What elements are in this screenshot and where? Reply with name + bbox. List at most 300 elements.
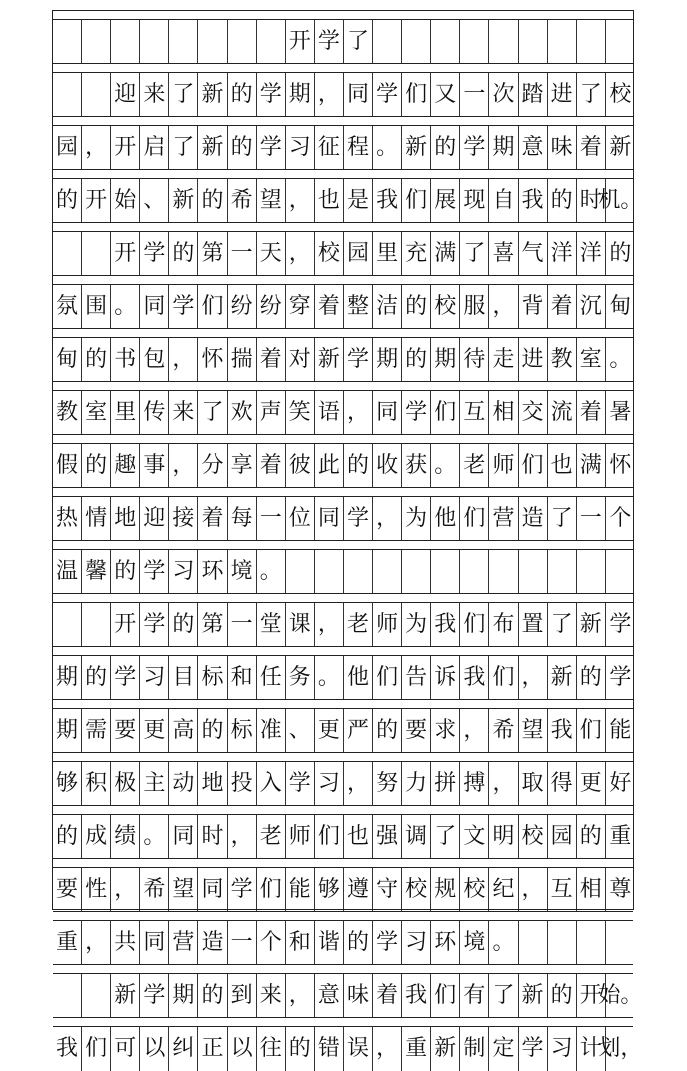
grid-cell: 入 [257,762,286,806]
grid-cell: ， [344,391,373,435]
grid-cell: 纪 [489,868,518,912]
grid-cell: 的 [402,285,431,329]
grid-cell: 期 [431,338,460,382]
grid-cell: 了 [577,73,606,117]
grid-cell: 迎 [111,73,140,117]
grid-cell: 的 [111,550,140,594]
grid-cell: 习 [140,656,169,700]
grid-cell: 第 [198,603,227,647]
grid-cell: 是 [344,179,373,223]
essay-line [53,63,633,116]
grid-cell: 获 [402,444,431,488]
grid-cell: 造 [519,497,548,541]
grid-cell: 的 [82,338,111,382]
grid-cell: 的 [53,815,82,859]
grid-cell: 习 [402,921,431,965]
essay-line [53,328,633,381]
grid-cell: 位 [286,497,315,541]
essay-line [53,805,633,858]
grid-cell: 笑 [286,391,315,435]
grid-cell: 拼 [431,762,460,806]
grid-cell: 新 [431,1027,460,1071]
essay-line [53,381,633,434]
grid-cell: 学 [286,762,315,806]
grid-cell: 以 [228,1027,257,1071]
grid-cell: 的 [286,1027,315,1071]
grid-cell: 校 [402,868,431,912]
grid-cell: 强 [373,815,402,859]
grid-cell: ， [82,126,111,170]
grid-cell: 境 [228,550,257,594]
grid-cell: ， [315,603,344,647]
grid-cell: 同 [169,815,198,859]
grid-cell [315,550,344,594]
grid-cell: 天 [257,232,286,276]
grid-cell: 来 [169,391,198,435]
grid-cell: 目 [169,656,198,700]
title-row [53,10,633,63]
grid-cell: 好 [609,771,632,796]
grid-cell: 以 [140,1027,169,1071]
grid-cell [53,232,82,276]
grid-cell: 的 [548,974,577,1018]
grid-cell: 了 [548,497,577,541]
grid-cell: 开 [286,20,315,64]
grid-cell: 更 [315,709,344,753]
grid-cell [577,921,606,965]
grid-cell: 教 [548,338,577,382]
grid-cell: 的 [169,603,198,647]
grid-cell: 满 [431,232,460,276]
grid-cell: 始 [111,179,140,223]
grid-cell: 的 [198,179,227,223]
grid-cell: 能 [609,718,632,743]
essay-line [53,540,633,593]
grid-cell: 需 [82,709,111,753]
grid-cell: 们 [460,497,489,541]
grid-cell: 。 [373,126,402,170]
essay-line [53,699,633,752]
grid-cell: 习 [286,126,315,170]
grid-cell [198,20,227,64]
grid-cell: 一 [228,921,257,965]
essay-line [53,275,633,328]
grid-cell: 新 [548,656,577,700]
grid-cell: 对 [286,338,315,382]
grid-cell [53,603,82,647]
grid-cell: 揣 [228,338,257,382]
grid-cell: 重 [609,824,632,849]
grid-cell: 学 [609,665,632,690]
grid-cell: 标 [198,656,227,700]
grid-cell: 绩 [111,815,140,859]
essay-line [53,646,633,699]
grid-cell: 待 [460,338,489,382]
grid-cell: 学 [140,232,169,276]
grid-cell: 里 [373,232,402,276]
grid-cell: 了 [169,73,198,117]
grid-cell: 欢 [228,391,257,435]
grid-cell: 造 [198,921,227,965]
grid-cell: ， [489,285,518,329]
grid-cell [489,20,518,64]
grid-cell: 温 [53,550,82,594]
grid-cell: 的 [431,126,460,170]
grid-paper [52,10,643,1061]
grid-cell: 开 [111,126,140,170]
essay-line [53,434,633,487]
sheet-bottom-line [53,909,633,910]
grid-cell: 洋 [577,232,606,276]
grid-cell: 互 [548,868,577,912]
grid-cell: 味 [548,126,577,170]
essay-line [53,1017,643,1070]
grid-cell: 迎 [140,497,169,541]
grid-cell: 着 [257,338,286,382]
grid-cell: 营 [489,497,518,541]
grid-cell: 地 [198,762,227,806]
grid-cell: 我 [53,1027,82,1071]
grid-cell [548,20,577,64]
grid-cell: 、 [286,709,315,753]
grid-cell: ， [111,868,140,912]
grid-cell: ， [519,656,548,700]
grid-cell [489,550,518,594]
grid-cell: 同 [140,921,169,965]
essay-line [53,487,633,540]
grid-cell: 新 [111,974,140,1018]
grid-cell: 的 [198,974,227,1018]
grid-cell [140,20,169,64]
grid-cell: 馨 [82,550,111,594]
grid-cell: 。 [257,550,286,594]
grid-cell: 着 [373,974,402,1018]
essay-line [53,169,643,222]
grid-cell: 课 [286,603,315,647]
grid-cell: 同 [373,391,402,435]
grid-cell: 现 [460,179,489,223]
grid-cell: 们 [577,709,606,753]
essay-body [53,63,643,1070]
grid-cell: 穿 [286,285,315,329]
grid-cell: 老 [460,444,489,488]
grid-cell: 努 [373,762,402,806]
grid-cell: 环 [431,921,460,965]
grid-cell: 学 [228,868,257,912]
grid-cell [577,550,606,594]
grid-cell [431,20,460,64]
grid-cell [53,73,82,117]
grid-cell: 来 [257,974,286,1018]
grid-cell: 习 [548,1027,577,1071]
grid-cell: 进 [519,338,548,382]
grid-cell: 一 [228,603,257,647]
grid-cell: 要 [53,868,82,912]
grid-cell [82,974,111,1018]
grid-cell: 置 [519,603,548,647]
grid-cell: 他 [431,497,460,541]
grid-cell: 征 [315,126,344,170]
grid-cell: 高 [169,709,198,753]
grid-cell: 主 [140,762,169,806]
grid-cell: 境 [460,921,489,965]
grid-cell: 背 [519,285,548,329]
grid-cell: 布 [489,603,518,647]
grid-cell: ， [460,709,489,753]
grid-cell: ， [373,1027,402,1071]
grid-cell: 师 [489,444,518,488]
grid-cell: 整 [344,285,373,329]
grid-cell: 围 [82,285,111,329]
grid-cell: 了 [344,20,373,64]
grid-cell: 为 [402,497,431,541]
grid-cell: 的 [548,179,577,223]
grid-cell: 老 [257,815,286,859]
grid-cell: 学 [111,656,140,700]
grid-cell: 事 [140,444,169,488]
grid-cell: 。 [489,921,518,965]
grid-cell: 们 [315,815,344,859]
grid-cell: 声 [257,391,286,435]
grid-cell: 情 [82,497,111,541]
grid-cell: 期 [53,656,82,700]
grid-cell: 我 [460,656,489,700]
grid-cell: 学 [609,612,632,637]
grid-cell: 积 [82,762,111,806]
grid-cell: 学 [257,126,286,170]
grid-cell: 的 [228,73,257,117]
grid-cell: 也 [548,444,577,488]
grid-cell: 校 [460,868,489,912]
grid-cell: 开 [82,179,111,223]
grid-cell: 望 [169,868,198,912]
grid-cell: 我 [402,974,431,1018]
essay-line [53,911,633,964]
grid-cell [431,550,460,594]
grid-cell: 搏 [460,762,489,806]
grid-cell [111,20,140,64]
grid-cell [402,550,431,594]
grid-cell: 谐 [315,921,344,965]
grid-cell: 们 [373,656,402,700]
grid-cell: 流 [548,391,577,435]
grid-cell: 一 [577,497,606,541]
grid-cell: 。 [111,285,140,329]
grid-cell: 计 [577,1027,606,1071]
grid-cell: ， [169,338,198,382]
grid-cell: 规 [431,868,460,912]
grid-cell: 接 [169,497,198,541]
grid-cell: 希 [140,868,169,912]
grid-cell: 新 [519,974,548,1018]
grid-cell: 更 [577,762,606,806]
grid-cell [577,20,606,64]
grid-cell: 也 [315,179,344,223]
grid-cell: 新 [577,603,606,647]
grid-cell: 时 [577,179,606,223]
grid-cell: 的 [53,179,82,223]
grid-cell [373,20,402,64]
grid-cell: 充 [402,232,431,276]
grid-cell: 了 [489,974,518,1018]
grid-cell: 们 [460,603,489,647]
grid-cell: 喜 [489,232,518,276]
grid-cell: 氛 [53,285,82,329]
grid-cell [606,20,635,64]
grid-cell: 要 [402,709,431,753]
grid-cell: 也 [344,815,373,859]
grid-cell: 为 [402,603,431,647]
grid-cell: 时 [198,815,227,859]
grid-cell: 的 [228,126,257,170]
grid-cell: 纷 [228,285,257,329]
grid-cell: 和 [286,921,315,965]
grid-cell: 望 [257,179,286,223]
grid-cell [519,20,548,64]
grid-cell: 期 [169,974,198,1018]
grid-cell: 们 [257,868,286,912]
grid-cell: 学 [140,603,169,647]
grid-cell: 启 [140,126,169,170]
grid-cell: 老 [344,603,373,647]
grid-cell: 校 [519,815,548,859]
grid-cell [82,232,111,276]
grid-cell: 定 [489,1027,518,1071]
grid-cell: 告 [402,656,431,700]
grid-cell: 园 [344,232,373,276]
grid-cell: 可 [111,1027,140,1071]
grid-cell: 新 [198,126,227,170]
grid-cell: 到 [228,974,257,1018]
grid-cell: 共 [111,921,140,965]
grid-cell [257,20,286,64]
grid-cell: 们 [519,444,548,488]
grid-cell: 室 [82,391,111,435]
grid-cell: 趣 [111,444,140,488]
essay-line [53,964,643,1017]
grid-cell: 学 [140,550,169,594]
grid-cell: 开 [111,232,140,276]
grid-cell: 分 [198,444,227,488]
grid-cell: 同 [315,497,344,541]
grid-cell: 满 [577,444,606,488]
grid-cell [519,921,548,965]
grid-cell [460,550,489,594]
grid-cell: 望 [519,709,548,753]
grid-cell: 纠 [169,1027,198,1071]
grid-cell: 每 [228,497,257,541]
grid-cell: 诉 [431,656,460,700]
grid-cell: 学 [344,338,373,382]
grid-cell: 此 [315,444,344,488]
grid-cell: 怀 [609,453,632,478]
grid-cell: 的 [344,921,373,965]
grid-cell [82,73,111,117]
grid-cell [548,921,577,965]
grid-cell: 学 [402,391,431,435]
grid-cell: 的 [198,709,227,753]
grid-cell: 们 [82,1027,111,1071]
grid-cell: 来 [140,73,169,117]
grid-cell: ， [286,232,315,276]
grid-cell: 的 [82,656,111,700]
grid-cell: 取 [519,762,548,806]
grid-cell: 着 [198,497,227,541]
grid-cell: 新 [198,73,227,117]
grid-cell [606,550,635,594]
grid-cell: 洁 [373,285,402,329]
grid-cell [82,20,111,64]
grid-cell [519,550,548,594]
grid-cell: 了 [431,815,460,859]
grid-cell: 开 [111,603,140,647]
grid-cell: 里 [111,391,140,435]
grid-cell: 进 [548,73,577,117]
grid-cell: 新 [402,126,431,170]
grid-cell: 们 [198,285,227,329]
grid-cell: 准 [257,709,286,753]
grid-cell: 性 [82,868,111,912]
grid-cell: 环 [198,550,227,594]
essay-line [53,222,633,275]
grid-cell: 期 [373,338,402,382]
grid-cell: 味 [344,974,373,1018]
grid-cell: 期 [489,126,518,170]
grid-cell: 甸 [53,338,82,382]
grid-cell: 同 [344,73,373,117]
grid-cell: 了 [460,232,489,276]
grid-cell: 相 [577,868,606,912]
grid-cell: 踏 [519,73,548,117]
grid-cell: 地 [111,497,140,541]
grid-cell: 制 [460,1027,489,1071]
essay-line [53,593,633,646]
grid-cell [402,20,431,64]
grid-cell: 守 [373,868,402,912]
essay-line [53,116,633,169]
grid-cell: ， [315,73,344,117]
grid-cell: 学 [344,497,373,541]
grid-cell: 园 [53,126,82,170]
grid-cell: 的 [577,656,606,700]
grid-cell: 了 [198,391,227,435]
grid-cell: 尊 [609,877,632,902]
grid-cell [169,20,198,64]
grid-cell: 师 [373,603,402,647]
grid-cell: 期 [286,73,315,117]
grid-cell: 学 [169,285,198,329]
grid-cell: 的 [344,444,373,488]
grid-cell: 互 [460,391,489,435]
grid-cell: 着 [577,391,606,435]
grid-cell: ， [228,815,257,859]
grid-cell: 要 [111,709,140,753]
grid-cell: 相 [489,391,518,435]
grid-cell: ， [344,762,373,806]
grid-cell: 动 [169,762,198,806]
grid-cell: 遵 [344,868,373,912]
grid-cell: 新 [315,338,344,382]
grid-cell: 和 [228,656,257,700]
grid-cell: 明 [489,815,518,859]
grid-cell: 。 [609,347,632,372]
grid-cell: 学 [460,126,489,170]
grid-cell: 程 [344,126,373,170]
grid-cell [373,550,402,594]
grid-cell: 交 [519,391,548,435]
grid-cell: 重 [53,921,82,965]
grid-cell: 学 [373,921,402,965]
